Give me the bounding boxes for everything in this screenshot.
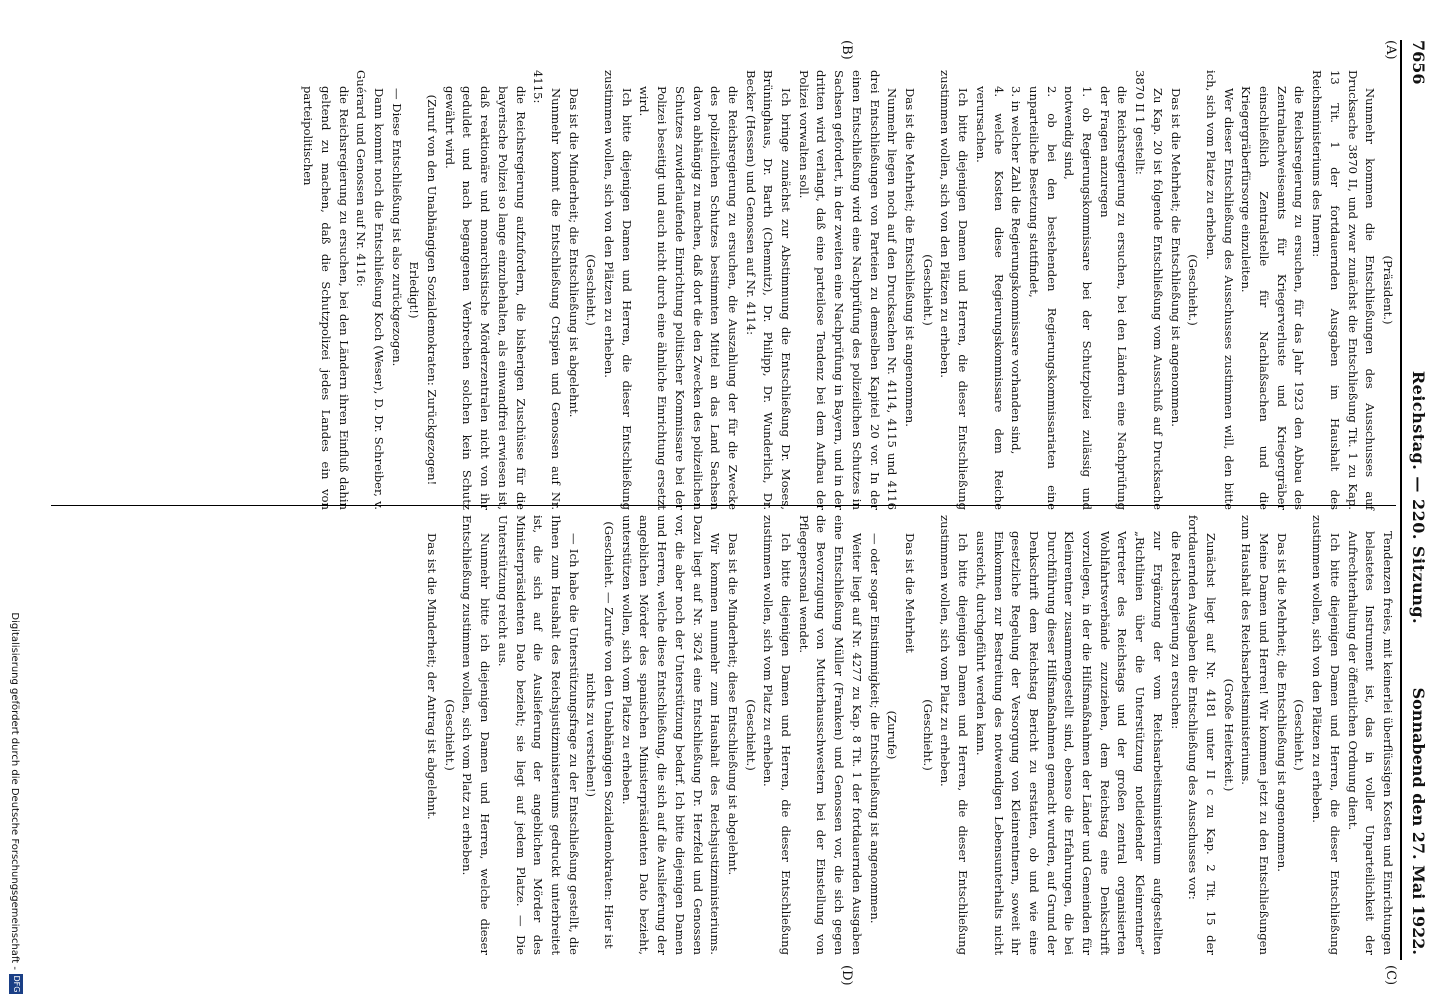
right-column-paragraph: (Geschieht.) <box>1292 699 1307 771</box>
left-text-column <box>298 70 1396 510</box>
page-title: Reichstag. — 220. Sitzung. <box>1409 370 1428 625</box>
left-column-paragraph: (Präsident.) <box>1381 255 1395 325</box>
left-column-paragraph: (Geschieht.) <box>920 254 935 326</box>
left-column-paragraph: Dann kommt noch die Entschließung Koch (Weser), D. Dr. Schreiber, v. Guérard und Genossen auf Nr. 4116: <box>354 70 386 510</box>
right-column-paragraph: Das ist die Mehrheit <box>903 533 918 653</box>
margin-mark-d: (D) <box>839 965 854 986</box>
left-column-paragraph: Wer dieser Entschließung des Ausschusses zustimmen will, den bitte ich, sich vom Platze zu erheben. <box>1203 70 1236 510</box>
left-column-paragraph: Nunmehr liegen noch auf den Drucksachen Nr. 4114, 4115 und 4116 drei Entschließungen von Parteien zu demselben Kapitel 20 vor. In der einen Entschließung wird eine Nachprüfung des polizeilichen Schutzes in Sachsen gefordert, in der zweiten eine Nachprüfung in Bayern, und in der dritten wird verlangt, daß eine parteilose Tendenz bei dem Aufbau der Polizei vorwalten soll. <box>796 70 900 510</box>
right-column-paragraph: die Reichsregierung zu ersuchen: <box>1168 531 1183 730</box>
right-column-paragraph: — Ich habe die Unterstützungsfrage zu der Entschließung gestellt, die Ihnen zum Haushalt des Reichsjustizministeriums gedruckt unterbreitet ist, die sich auf die Auslieferung der angeblichen Mörder des Ministerpräsidenten Dato bezieht; sie liegt auf jedem Platze. — Die Unterstützung reicht aus. <box>495 515 581 955</box>
dfg-logo: DFG <box>9 974 23 994</box>
right-column-paragraph: Weiter liegt auf Nr. 4277 zu Kap. 8 Tit. 1 der fortdauernden Ausgaben eine Entschließung Müller (Franken) und Genossen vor, die sich gegen die Bevorzugung von Mutterhausschwestern bei der Einstellung von Pflegepersonal wendet. <box>796 515 864 955</box>
right-column-paragraph: Ich bitte diejenigen Damen und Herren, die dieser Entschließung zustimmen wollen, sich von den Plätzen zu erheben. <box>1310 515 1342 955</box>
left-column-paragraph: Das ist die Minderheit; die Entschließung ist abgelehnt. <box>566 88 581 418</box>
digitization-credit <box>1 0 29 1000</box>
right-column-paragraph: Zunächst liegt auf Nr. 4181 unter II c zu Kap. 2 Tit. 15 der fortdauernden Ausgaben die Entschließung des Ausschusses vor: <box>1186 515 1218 955</box>
left-column-paragraph: 1. ob Regierungskommissare bei der Schutzpolizei zulässig und notwendig sind, <box>1062 86 1095 510</box>
left-column-paragraph: — Diese Entschließung ist also zurückgezogen. <box>389 88 404 367</box>
right-column-paragraph: Das ist die Minderheit; diese Entschließung ist abgelehnt. <box>725 533 740 876</box>
right-column-paragraph: Tendenzen freies, mit keinerlei überflüssigen Kosten und Einrichtungen belastetes Instrument ist, das in voller Unparteilichkeit der Aufrechterhaltung der öffentlichen Ordnung dient. <box>1345 531 1395 955</box>
right-column-paragraph: (Große Heiterkeit.) <box>1221 678 1236 792</box>
right-text-column <box>422 515 1396 955</box>
right-column-paragraph: zur Ergänzung der vom Reichsarbeitsministerium aufgestellten „Richtlinien über die Unterstützung notleidender Kleinrentner“ Vertreter des Reichstags und der großen zentral organisierten Wohlfahrtsverbände zuzuziehen, dem Reichstag eine Denkschrift vorzulegen, in der die Hilfsmaßnahmen der Länder und Gemeinden für Kleinrentner zusammengestellt sind, ebenso die Erfahrungen, die bei Durchführung dieser Hilfsmaßnahmen gemacht wurden, auf Grund der Denkschrift dem Reichstag Bericht zu erstatten, ob und wie eine gesetzliche Regelung der Versorgung von Kleinrentnern, soweit ihr Einkommen zur Bestreitung des notwendigen Lebensunterhalts nicht ausreicht, durchgeführt werden kann. <box>973 531 1165 955</box>
left-column-paragraph: die Reichsregierung zu ersuchen, bei den Ländern eine Nachprüfung der Fragen anzuregen <box>1097 86 1130 510</box>
left-column-paragraph: Nunmehr kommt die Entschließung Crispien und Genossen auf Nr. 4115: <box>531 70 563 510</box>
left-column-paragraph: (Geschieht.) <box>1186 254 1201 326</box>
left-column-paragraph: Zu Kap. 20 ist folgende Entschließung vom Ausschuß auf Drucksache 3870 II 1 gestellt: <box>1133 70 1165 510</box>
left-column-paragraph: die Reichsregierung zu ersuchen, für das Jahr 1923 den Abbau des Zentralnachweiseamts für Kriegerverluste und Kriegergräber einschließlich Zentralstelle für Nachlaßsachen und die Kriegergräberfürsorge einzuleiten. <box>1239 86 1307 510</box>
right-column-paragraph: Das ist die Mehrheit; die Entschließung ist angenommen. <box>1274 533 1289 872</box>
right-column-paragraph: (Geschieht. — Zurufe von den Unabhängigen Sozialdemokraten: Hier ist nichts zu verstehen!) <box>584 521 617 949</box>
left-column-paragraph: Das ist die Mehrheit; die Entschließung ist angenommen. <box>1168 88 1183 427</box>
left-column-paragraph: (Geschieht.) <box>584 254 599 326</box>
left-column-paragraph: Das ist die Mehrheit; die Entschließung ist angenommen. <box>903 88 918 427</box>
right-column-paragraph: Wir kommen nunmehr zum Haushalt des Reichsjustizministeriums. Dazu liegt auf Nr. 3624 eine Entschließung Dr. Herzfeld und Genossen vor, die aber noch der Unterstützung bedarf. Ich bitte diejenigen Damen und Herren, welche diese Entschließung, die sich auf die Auslieferung der angeblichen Mörder des spanischen Ministerpräsidenten Dato bezieht, unterstützen wollen, sich vom Platze zu erheben. <box>619 515 723 955</box>
left-column-paragraph: Ich bitte diejenigen Damen und Herren, die dieser Entschließung zustimmen wollen, sich von den Plätzen zu erheben. <box>938 70 971 510</box>
left-column-paragraph: Nunmehr kommen die Entschließungen des Ausschusses auf Drucksache 3870 II, und zwar zunächst die Entschließung Tit. 1 zu Kap. 13 Tit. 1 der fortdauernden Ausgaben im Haushalt des Reichsministeriums des Innern: <box>1310 70 1378 510</box>
right-column-paragraph: (Geschieht.) <box>743 699 758 771</box>
page-header <box>1404 40 1434 955</box>
page-date: Sonnabend den 27. Mai 1922. <box>1409 687 1428 955</box>
column-divider <box>51 505 1396 506</box>
right-column-paragraph: Nunmehr bitte ich diejenigen Damen und Herren, welche dieser Entschließung zustimmen wollen, sich vom Platz zu erheben. <box>460 515 493 955</box>
left-column-paragraph: (Zuruf von den Unabhängigen Sozialdemokraten: Zurückgezogen! Erledigt!) <box>407 94 440 486</box>
margin-mark-a: (A) <box>1383 40 1398 60</box>
right-column-paragraph: Ich bitte diejenigen Damen und Herren, die dieser Entschließung zustimmen wollen, sich vom Platz zu erheben. <box>761 515 794 955</box>
page-number: 7656 <box>1409 40 1428 85</box>
left-column-paragraph: 3. in welcher Zahl die Regierungskommissare vorhanden sind, <box>1009 86 1024 455</box>
right-column-paragraph: Das ist die Minderheit; der Antrag ist abgelehnt. <box>425 533 440 820</box>
left-column-paragraph: die Reichsregierung aufzufordern, die bisherigen Zuschüsse für die bayerische Polizei so lange einzubehalten, als einwandfrei erwiesen ist, daß reaktionäre und monarchistische Mörderzentralen nicht von ihr geduldet und nach begangenen Verbrechen solchen kein Schutz gewährt wird. <box>442 86 528 510</box>
left-column-paragraph: Ich bringe zunächst zur Abstimmung die Entschließung Dr. Moses, Brüninghaus, Dr. Barth (Chemnitz), Dr. Philipp, Dr. Wunderlich, Dr. Becker (Hessen) und Genossen auf Nr. 4114: <box>743 70 794 510</box>
credit-text: Digitalisierung gefördert durch die Deutsche Forschungsgemeinschaft - <box>9 612 20 970</box>
right-column-paragraph: Meine Damen und Herren! Wir kommen jetzt zu den Entschließungen zum Haushalt des Reichsarbeitsministeriums. <box>1239 515 1272 955</box>
header-rule <box>1400 40 1402 960</box>
right-column-paragraph: (Geschieht.) <box>920 699 935 771</box>
left-column-paragraph: die Reichsregierung zu ersuchen, bei den Ländern ihren Einfluß dahin geltend zu machen, daß die Schutzpolizei jedes Landes ein von parteipolitischen <box>301 86 351 510</box>
right-column-paragraph: (Zurufe) <box>885 710 900 760</box>
left-column-paragraph: 4. welche Kosten diese Regierungskommissare dem Reiche verursachen. <box>973 86 1006 510</box>
right-column-paragraph: Ich bitte diejenigen Damen und Herren, die dieser Entschließung zustimmen wollen, sich vom Platz zu erheben. <box>938 515 971 955</box>
right-column-paragraph: (Geschieht.) <box>442 699 457 771</box>
margin-mark-b: (B) <box>839 40 854 60</box>
right-column-paragraph: — oder sogar Einstimmigkeit; die Entschließung ist angenommen. <box>867 533 882 924</box>
left-column-paragraph: die Reichsregierung zu ersuchen, die Auszahlung der für die Zwecke des polizeilichen Schutzes bestimmten Mittel an das Land Sachsen davon abhängig zu machen, daß dort die den Zwecken des polizeilichen Schutzes zuwiderlaufende Einrichtung politischer Kommissare bei der Polizei beseitigt und auch nicht durch eine ähnliche Einrichtung ersetzt wird. <box>637 86 740 510</box>
left-column-paragraph: Ich bitte diejenigen Damen und Herren, die dieser Entschließung zustimmen wollen, sich von den Plätzen zu erheben. <box>602 70 634 510</box>
left-column-paragraph: 2. ob bei den bestehenden Regierungskommissariaten eine unparteiliche Besetzung stattfindet, <box>1026 86 1059 510</box>
margin-mark-c: (C) <box>1383 965 1398 986</box>
